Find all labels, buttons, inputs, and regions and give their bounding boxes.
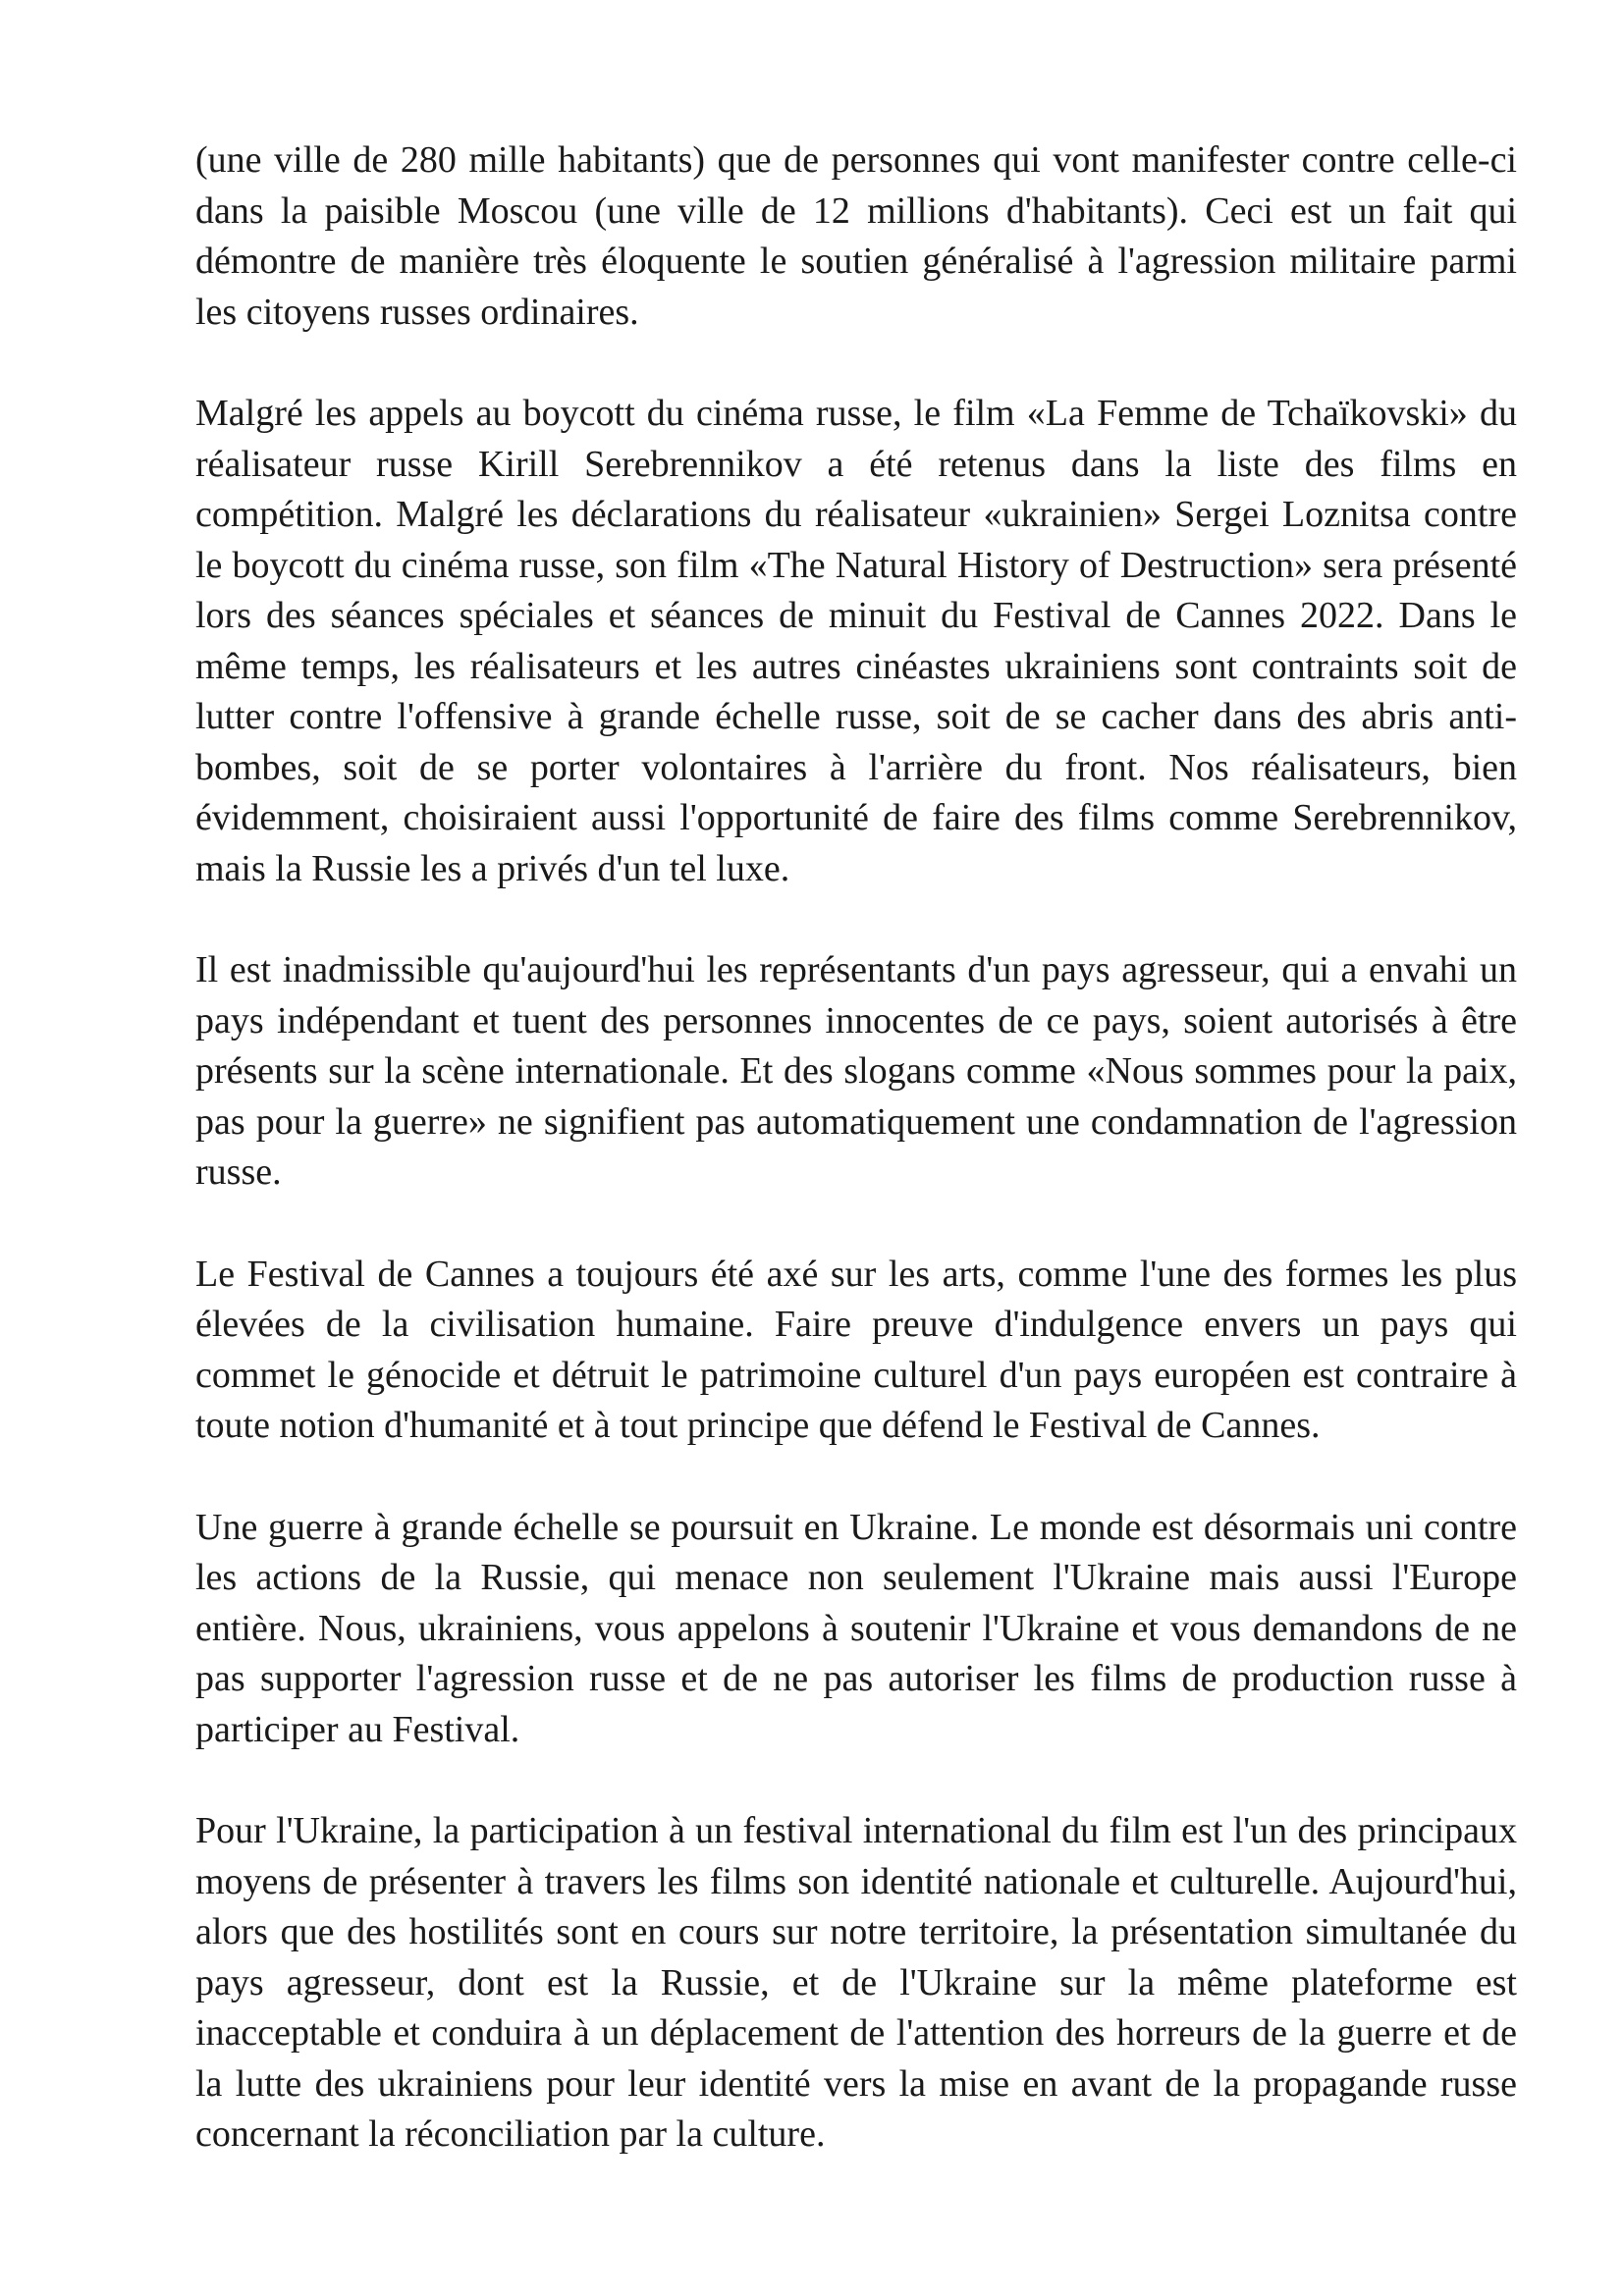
document-body: [195, 135, 1517, 2161]
paragraph-3: Il est inadmissible qu'aujourd'hui les représentants d'un pays agresseur, qui a envahi un pays indépendant et tuent des personnes innocentes de ce pays, soient autorisés à être présents sur la scène internationale. Et des slogans comme «Nous sommes pour la paix, pas pour la guerre» ne signifient pas automatiquement une condamnation de l'agression russe.: [195, 949, 1517, 1193]
paragraph-5: Une guerre à grande échelle se poursuit en Ukraine. Le monde est désormais uni contre les actions de la Russie, qui menace non seulement l'Ukraine mais aussi l'Europe entière. Nous, ukrainiens, vous appelons à soutenir l'Ukraine et vous demandons de ne pas supporter l'agression russe et de ne pas autoriser les films de production russe à participer au Festival.: [195, 1506, 1517, 1750]
paragraph-1: (une ville de 280 mille habitants) que de personnes qui vont manifester contre celle-ci dans la paisible Moscou (une ville de 12 millions d'habitants). Ceci est un fait qui démontre de manière très éloquente le soutien généralisé à l'agression militaire parmi les citoyens russes ordinaires.: [195, 139, 1517, 333]
paragraph-6: Pour l'Ukraine, la participation à un festival international du film est l'un des principaux moyens de présenter à travers les films son identité nationale et culturelle. Aujourd'hui, alors que des hostilités sont en cours sur notre territoire, la présentation simultanée du pays agresseur, dont est la Russie, et de l'Ukraine sur la même plateforme est inacceptable et conduira à un déplacement de l'attention des horreurs de la guerre et de la lutte des ukrainiens pour leur identité vers la mise en avant de la propagande russe concernant la réconciliation par la culture.: [195, 1810, 1517, 2155]
paragraph-4: Le Festival de Cannes a toujours été axé sur les arts, comme l'une des formes les plus élevées de la civilisation humaine. Faire preuve d'indulgence envers un pays qui commet le génocide et détruit le patrimoine culturel d'un pays européen est contraire à toute notion d'humanité et à tout principe que défend le Festival de Cannes.: [195, 1253, 1517, 1446]
paragraph-2: Malgré les appels au boycott du cinéma russe, le film «La Femme de Tchaïkovski» du réalisateur russe Kirill Serebrennikov a été retenus dans la liste des films en compétition. Malgré les déclarations du réalisateur «ukrainien» Sergei Loznitsa contre le boycott du cinéma russe, son film «The Natural History of Destruction» sera présenté lors des séances spéciales et séances de minuit du Festival de Cannes 2022. Dans le même temps, les réalisateurs et les autres cinéastes ukrainiens sont contraints soit de lutter contre l'offensive à grande échelle russe, soit de se cacher dans des abris anti-bombes, soit de se porter volontaires à l'arrière du front. Nos réalisateurs, bien évidemment, choisiraient aussi l'opportunité de faire des films comme Serebrennikov, mais la Russie les a privés d'un tel luxe.: [195, 393, 1517, 889]
